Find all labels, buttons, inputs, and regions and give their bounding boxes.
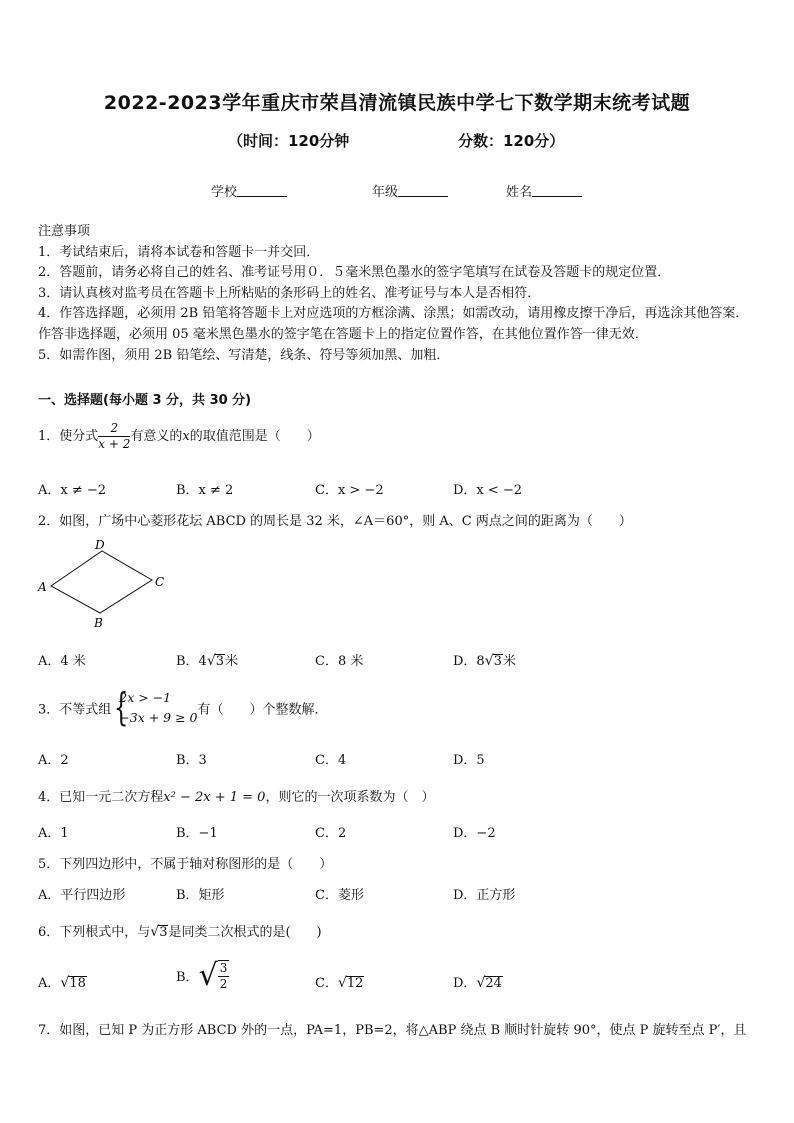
option-a[interactable]: A．1 <box>38 826 69 841</box>
option-b[interactable]: B．√ $\frac{3}{2}$ <box>176 958 228 993</box>
question-4: 4．已知一元二次方程x² − 2x + 1 = 0，则它的一次项系数为（ ） <box>38 790 435 805</box>
option-d[interactable]: D．正方形 <box>453 888 516 903</box>
option-c[interactable]: C．菱形 <box>315 888 364 903</box>
option-a[interactable]: A．平行四边形 <box>38 888 126 903</box>
name-field[interactable]: 姓名 <box>506 181 582 200</box>
label-b: B <box>94 616 103 630</box>
section-heading: 一、选择题(每小题 3 分，共 30 分) <box>38 393 252 408</box>
fraction: $\frac{2}{x + 2}$ <box>98 421 131 451</box>
option-b[interactable]: B．4√3米 <box>176 653 239 669</box>
time-limit: （时间：120分钟 <box>228 132 350 150</box>
option-a[interactable]: A．2 <box>38 753 69 768</box>
option-c[interactable]: C．x > −2 <box>315 483 384 498</box>
option-b[interactable]: B．3 <box>176 753 207 768</box>
option-b[interactable]: B．x ≠ 2 <box>176 483 234 498</box>
question-7: 7．如图，已知 P 为正方形 ABCD 外的一点，PA=1，PB=2，将△ABP 绕点 B 顺时针旋转 90°，使点 P 旋转至点 P′，且 <box>38 1023 747 1038</box>
question-2: 2．如图，广场中心菱形花坛 ABCD 的周长是 32 米，∠A＝60°，则 A、C 两点之间的距离为（ ） <box>38 514 632 529</box>
option-d[interactable]: D．x < −2 <box>453 483 523 498</box>
inequality-system: { 2x > −1 −3x + 9 ≥ 0 <box>114 685 198 729</box>
option-c[interactable]: C．8 米 <box>315 654 364 669</box>
question-3: 3．不等式组 { 2x > −1 −3x + 9 ≥ 0 有（ ）个整数解． <box>38 685 328 729</box>
rhombus-figure <box>34 536 174 632</box>
question-6: 6．下列根式中，与√3是同类二次根式的是( ) <box>38 924 322 940</box>
option-d[interactable]: D．√24 <box>453 975 502 991</box>
question-1: 1．使分式 $\frac{2}{x + 2}$ 有意义的x的取值范围是（ ） <box>38 421 320 451</box>
option-d[interactable]: D．−2 <box>453 826 496 841</box>
page-title: 2022-2023学年重庆市荣昌清流镇民族中学七下数学期末统考试题 <box>103 92 691 114</box>
notice-section <box>38 222 758 366</box>
school-field[interactable]: 学校 <box>211 181 287 200</box>
option-c[interactable]: C．√12 <box>315 975 364 991</box>
label-c: C <box>155 575 165 589</box>
notice-item: 2．答题前，请务必将自己的姓名、准考证号用０．５毫米黑色墨水的签字笔填写在试卷及答题卡的规定位置． <box>38 265 671 281</box>
notice-item: 5．如需作图，须用 2B 铅笔绘、写清楚，线条、符号等须加黑、加粗． <box>38 347 450 363</box>
label-d: D <box>95 538 105 552</box>
notice-item: 1．考试结束后，请将本试卷和答题卡一并交回． <box>38 244 320 260</box>
total-score: 分数：120分） <box>458 132 565 150</box>
option-b[interactable]: B．−1 <box>176 826 218 841</box>
option-a[interactable]: A．4 米 <box>38 654 86 669</box>
option-a[interactable]: A．√18 <box>38 975 86 991</box>
question-5: 5．下列四边形中，不属于轴对称图形的是（ ） <box>38 857 333 872</box>
option-a[interactable]: A．x ≠ −2 <box>38 483 107 498</box>
grade-field[interactable]: 年级 <box>372 181 448 200</box>
rhombus-abcd <box>51 551 152 613</box>
option-b[interactable]: B．矩形 <box>176 888 225 903</box>
notice-heading: 注意事项 <box>38 224 91 239</box>
option-d[interactable]: D．8√3米 <box>453 653 516 669</box>
label-a: A <box>38 580 47 594</box>
option-d[interactable]: D．5 <box>453 753 485 768</box>
notice-item: 3．请认真核对监考员在答题卡上所粘贴的条形码上的姓名、准考证号与本人是否相符． <box>38 285 541 301</box>
option-c[interactable]: C．4 <box>315 753 347 768</box>
option-c[interactable]: C．2 <box>315 826 347 841</box>
notice-item: 4．作答选择题，必须用 2B 铅笔将答题卡上对应选项的方框涂满、涂黑；如需改动，请用橡皮擦干净后，再选涂其他答案．作答非选择题，必须用 05 毫米黑色墨水的签字笔在答题卡上的指定位置作答，在其他位置作答一律无效． <box>38 306 749 342</box>
